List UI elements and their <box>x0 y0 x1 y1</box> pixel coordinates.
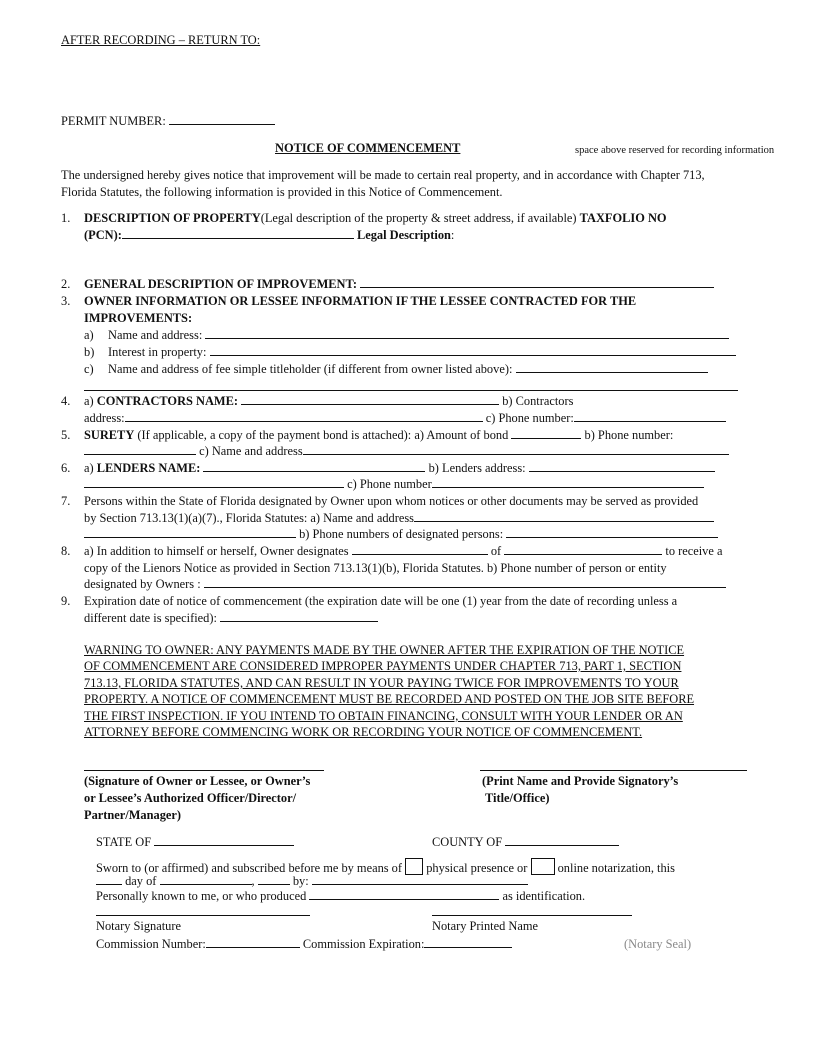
return-to-label: AFTER RECORDING – RETURN TO: <box>61 33 261 47</box>
item-6-line-2 <box>84 477 704 492</box>
reserved-note: space above reserved for recording information <box>575 145 775 156</box>
item-8-line-3 <box>84 577 726 592</box>
notary-signature-line[interactable] <box>96 915 310 916</box>
notary-signature-label: Notary Signature <box>96 919 181 933</box>
surety-text: (If applicable, a copy of the payment bond is attached): a) Amount of bond <box>137 428 509 442</box>
item-7-line-1: Persons within the State of Florida designated by Owner upon whom notices or other documents may be served as provided <box>84 494 699 508</box>
day-of-label: day of <box>125 874 157 888</box>
intro-line-2: Florida Statutes, the following information is provided in this Notice of Commencement. <box>61 185 503 199</box>
item-7-line-3 <box>84 527 718 542</box>
identification-field[interactable] <box>309 889 499 900</box>
physical-presence-checkbox[interactable] <box>405 858 423 875</box>
item-3c-letter: c) <box>84 362 94 376</box>
month-field[interactable] <box>160 874 252 885</box>
item-1-line-2 <box>84 228 454 243</box>
item-9-line-1: Expiration date of notice of commencement (the expiration date will be one (1) year from the date of recording unless a <box>84 594 678 608</box>
address-label: address: <box>84 411 125 425</box>
permit-number-row <box>61 114 275 129</box>
owner-info-heading-1: OWNER INFORMATION OR LESSEE INFORMATION IF THE LESSEE CONTRACTED FOR THE <box>84 294 637 308</box>
county-row <box>432 835 619 850</box>
item-1-number: 1. <box>61 211 71 225</box>
designee-of-field[interactable] <box>504 544 662 555</box>
lenders-address-field-2[interactable] <box>84 477 344 488</box>
item-5-number: 5. <box>61 428 71 442</box>
titleholder-label: Name and address of fee simple titleholder (if different from owner listed above): <box>108 362 513 376</box>
commission-expiration-field[interactable] <box>424 937 512 948</box>
item-7-number: 7. <box>61 494 71 508</box>
item-2-number: 2. <box>61 277 71 291</box>
county-label: COUNTY OF <box>432 835 503 849</box>
online-notarization-label: online notarization, this <box>557 861 675 875</box>
warning-line: 713.13, FLORIDA STATUTES, AND CAN RESULT IN YOUR PAYING TWICE FOR IMPROVEMENTS TO YOUR <box>84 676 679 690</box>
personally-known-label: Personally known to me, or who produced <box>96 889 307 903</box>
item-4-line-1 <box>84 394 573 409</box>
surety-phone-field[interactable] <box>84 444 196 455</box>
state-row <box>96 835 294 850</box>
warning-line: WARNING TO OWNER: ANY PAYMENTS MADE BY THE OWNER AFTER THE EXPIRATION OF THE NOTICE <box>84 643 685 657</box>
item-4-number: 4. <box>61 394 71 408</box>
owner-signature-line[interactable] <box>84 770 324 771</box>
item-8-number: 8. <box>61 544 71 558</box>
item-6-number: 6. <box>61 461 71 475</box>
designated-by-owners-label: designated by Owners : <box>84 577 201 591</box>
item-8-line-1 <box>84 544 722 559</box>
physical-presence-label: physical presence or <box>426 861 528 875</box>
day-field[interactable] <box>96 874 122 885</box>
print-name-caption-1: (Print Name and Provide Signatory’s <box>482 774 679 788</box>
item-3b-letter: b) <box>84 345 95 359</box>
commission-expiration-label: Commission Expiration: <box>302 937 425 951</box>
signature-caption-3: Partner/Manager) <box>84 808 182 822</box>
item-3a-letter: a) <box>84 328 94 342</box>
item-3a-row <box>108 328 729 343</box>
interest-in-property-label: Interest in property: <box>108 345 207 359</box>
by-label: by: <box>292 874 309 888</box>
lenders-name-field[interactable] <box>203 461 425 472</box>
comma: , <box>251 874 255 888</box>
print-name-line[interactable] <box>480 770 747 771</box>
warning-line: THE FIRST INSPECTION. IF YOU INTEND TO OBTAIN FINANCING, CONSULT WITH YOUR LENDER OR AN <box>84 709 683 723</box>
contractors-name-field[interactable] <box>241 394 499 405</box>
item-3b-row <box>108 345 736 360</box>
signature-caption-2: or Lessee’s Authorized Officer/Director/ <box>84 791 297 805</box>
online-notarization-checkbox[interactable] <box>531 858 555 875</box>
taxfolio-label: TAXFOLIO NO <box>579 211 667 225</box>
permit-number-field[interactable] <box>169 114 275 125</box>
titleholder-field-line-2[interactable] <box>84 390 738 391</box>
item-4a-letter: a) <box>84 394 94 408</box>
owner-name-address-label: Name and address: <box>108 328 203 342</box>
legal-colon: : <box>450 228 455 242</box>
item-9-number: 9. <box>61 594 71 608</box>
owner-designates-label: a) In addition to himself or herself, Owner designates <box>84 544 349 558</box>
item-6-line-1 <box>84 461 715 476</box>
bond-amount-field[interactable] <box>511 428 581 439</box>
permit-number-label: PERMIT NUMBER: <box>61 114 166 128</box>
notary-seal-label: (Notary Seal) <box>624 937 692 951</box>
commission-number-label: Commission Number: <box>96 937 206 951</box>
lenders-address-field[interactable] <box>529 461 715 472</box>
year-field[interactable] <box>258 874 290 885</box>
item-9-line-2 <box>84 611 378 626</box>
pcn-field[interactable] <box>122 228 354 239</box>
surety-label: SURETY <box>84 428 135 442</box>
expiration-date-label: different date is specified): <box>84 611 217 625</box>
contractors-name-label: CONTRACTORS NAME: <box>96 394 238 408</box>
description-paren: (Legal description of the property & street address, if available) <box>260 211 577 225</box>
item-2-line <box>84 277 714 292</box>
designated-name-field-2[interactable] <box>84 527 296 538</box>
surety-name-address-field[interactable] <box>303 444 729 455</box>
intro-line-1: The undersigned hereby gives notice that improvement will be made to certain real property, and in accordance with Chapter 713, <box>61 168 705 182</box>
expiration-date-field[interactable] <box>220 611 378 622</box>
lenders-phone-label: c) Phone number <box>347 477 432 491</box>
commission-row <box>96 937 512 952</box>
contractors-address-field[interactable] <box>125 411 483 422</box>
improvement-description-label: GENERAL DESCRIPTION OF IMPROVEMENT: <box>84 277 357 291</box>
lenders-address-label: b) Lenders address: <box>428 461 526 475</box>
item-5-line-1 <box>84 428 673 443</box>
item-3c-row <box>108 362 708 377</box>
county-field[interactable] <box>505 835 619 846</box>
state-label: STATE OF <box>96 835 152 849</box>
warning-line: OF COMMENCEMENT ARE CONSIDERED IMPROPER PAYMENTS UNDER CHAPTER 713, PART 1, SECTION <box>84 659 682 673</box>
notary-printed-name-label: Notary Printed Name <box>432 919 538 933</box>
personally-known-row <box>96 889 585 904</box>
designated-name-field[interactable] <box>414 511 714 522</box>
as-identification-label: as identification. <box>502 889 586 903</box>
designee-name-field[interactable] <box>352 544 488 555</box>
sworn-label: Sworn to (or affirmed) and subscribed before me by means of <box>96 861 403 875</box>
description-of-property-heading: DESCRIPTION OF PROPERTY <box>84 211 261 225</box>
commission-number-field[interactable] <box>206 937 300 948</box>
warning-line: PROPERTY. A NOTICE OF COMMENCEMENT MUST BE RECORDED AND POSTED ON THE JOB SITE BEFORE <box>84 692 695 706</box>
document-title: NOTICE OF COMMENCEMENT <box>275 141 461 155</box>
titleholder-field[interactable] <box>516 362 708 373</box>
item-6a-letter: a) <box>84 461 94 475</box>
item-3-number: 3. <box>61 294 71 308</box>
designated-phone-label: b) Phone numbers of designated persons: <box>299 527 504 541</box>
notary-printed-name-line[interactable] <box>432 915 632 916</box>
item-4-line-2 <box>84 411 726 426</box>
day-row <box>96 874 528 889</box>
pcn-label: (PCN): <box>84 228 122 242</box>
owner-info-heading-2: IMPROVEMENTS: <box>84 311 193 325</box>
by-field[interactable] <box>312 874 528 885</box>
lenders-name-label: LENDERS NAME: <box>96 461 201 475</box>
contractors-address-label: b) Contractors <box>502 394 574 408</box>
designee-phone-field[interactable] <box>204 577 726 588</box>
designated-name-label: by Section 713.13(1)(a)(7)., Florida Statutes: a) Name and address <box>84 511 414 525</box>
interest-in-property-field[interactable] <box>210 345 736 356</box>
contractors-phone-field[interactable] <box>574 411 726 422</box>
item-5-line-2 <box>84 444 729 459</box>
of-label: of <box>490 544 502 558</box>
surety-phone-label: b) Phone number: <box>584 428 674 442</box>
surety-name-address-label: c) Name and address <box>199 444 303 458</box>
contractors-phone-label: c) Phone number: <box>485 411 574 425</box>
improvement-description-field[interactable] <box>360 277 714 288</box>
to-receive-label: to receive a <box>665 544 723 558</box>
designated-phone-field[interactable] <box>506 527 718 538</box>
signature-caption-1: (Signature of Owner or Lessee, or Owner’s <box>84 774 311 788</box>
item-7-line-2 <box>84 511 714 526</box>
legal-description-label: Legal Description <box>356 228 451 242</box>
owner-name-address-field[interactable] <box>205 328 729 339</box>
item-8-line-2: copy of the Lienors Notice as provided in Section 713.13(1)(b), Florida Statutes. b) Phone number of person or entity <box>84 561 667 575</box>
print-name-caption-2: Title/Office) <box>485 791 550 805</box>
warning-line: ATTORNEY BEFORE COMMENCING WORK OR RECORDING YOUR NOTICE OF COMMENCEMENT. <box>84 725 643 739</box>
state-field[interactable] <box>154 835 294 846</box>
lenders-phone-field[interactable] <box>432 477 704 488</box>
item-1-line-1 <box>84 211 667 226</box>
